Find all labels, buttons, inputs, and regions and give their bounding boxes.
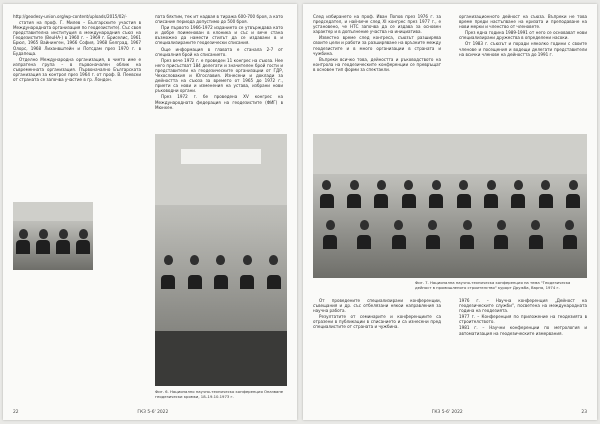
photo-backdrop (13, 202, 93, 221)
paragraph: През вече 1972 г. е проведен 11 конгрес на съюза. Нее него присъстват 184 делегати и значителен брой гости и представители на геодезическите организации от ГДР, Чехословакия и Югославия. Изнесени и доклади за дейността на съюза за времето от 1965 до 1972 г., приети са нови и изменения на устава, избрани нови ръководни органи. (155, 57, 283, 94)
paragraph: През една година 1989-1991 от него се основават нови специализирани дружества в определени насоки. (459, 30, 587, 41)
photo-presidium-table (155, 331, 287, 386)
photo-people-row (13, 229, 93, 239)
figure-caption: Фиг. 6. Национално научно-техническо конференция Опазване геодезически кромки, 18–19.10.1973 г. (155, 389, 284, 399)
photo-people-row (155, 255, 287, 265)
photo-conference-audience (313, 134, 587, 278)
paragraph: организационното дейност на съюза. Въпреки не това време преди настъпване на кризата и преподаване на нови мерки и членство от членовете. (459, 14, 587, 30)
right-page-column-1 (313, 14, 441, 134)
photo-conference-delegates (13, 202, 93, 270)
journal-issue: ГКЗ 5-6' 2022 (137, 410, 169, 415)
right-page-column-2 (459, 14, 587, 134)
paragraph: През 1972 г. бе проведена XV конгрес на Международната федерация на геодезистите (ФИГ) в Мюнхен. (155, 94, 283, 110)
figure-caption: Фиг. 7. Национална научно-техническа конференция на тема "Геодезическа дейност в промишленото строителство" курорт Дружба, Варна, 1974 г. (415, 280, 571, 290)
paragraph: Въпреки всичко това, дейността и ръководството на контрола на геодезическите конференции се превръщат в основен тип форми за спектакли. (313, 56, 441, 72)
photo-people-row (313, 180, 587, 190)
paragraph: От 1983 г. съюзът и поради няколко години с своите членове и посещения и водещи делегати представители на всички членове на дейността до 1991 г. (459, 41, 587, 57)
photo-backdrop (155, 134, 287, 205)
photo-people-row (155, 275, 287, 289)
paragraph: При първото 1966-1972 изданието се утвърждава като и добре поименован в клоника и със и вече стана възможно да намести стилът да се издавани в и специализираните геодезически списания. (155, 25, 283, 46)
journal-issue: ГКЗ 5-6' 2022 (431, 410, 463, 415)
photo-people-row (313, 235, 587, 249)
photo-people-row (313, 194, 587, 208)
page-number: 23 (581, 410, 587, 415)
page-number: 22 (13, 410, 19, 415)
right-page-lower-column-1 (313, 298, 441, 402)
paragraph: Отделно Международна организация, в чието име е изпратена група – в първоначален облик на съвременната организация. Първоначално Българската организация за контрол през 1964 г. от проф. В. Пеевски от страната се започва участие в гр. Лондон. (13, 56, 141, 83)
page-footer (13, 410, 287, 415)
paragraph: Още информация в главата е станала 2-7 от специалния брой на списанието. (155, 46, 283, 57)
right-page (303, 4, 597, 420)
paragraph: статия на проф. Г. Милев – Българските участия в Международната организация по геодезистите). Със своя представителна институция в международния съюз на Геодезистите (BeuHA-) в 1960 г. – 1969 г. Бриселис, 1961 Брюл, 1965 Вайнинген, 1966 София, 1968 Белград, 1967 Олорс, 1968 Лиханвштейн и Потсдам през 1970 г. в Будапеща. (13, 20, 141, 56)
left-page (3, 4, 297, 420)
paragraph: Резултатите от семинарите и конференциите са отразени в публикации в списанието и са изнесени пред специалистите от страната и чужбина. (313, 314, 441, 330)
paragraph: 1976 г. – Научна конференция „Дейност на геодезическите служби“, посветена на международната година на геодезията. (459, 298, 587, 314)
paragraph: След избирането на проф. Иван Попов през 1976 г. за председател, и най-вече след XI конгрес през 1977 г., е установено, че НТС започва да се издава за основен характер и в допълнение участва на инициатива. (313, 14, 441, 35)
photo-people-row (313, 220, 587, 230)
photo-people-row (13, 240, 93, 254)
paragraph: пата бяхтим, тек ит надвая в тиража 600-700 броя, а като списание периода допустимо до 500 броя. (155, 14, 283, 25)
paragraph: http://geodesy-union.org/wp-content/uploads/2015/02/- (13, 14, 127, 19)
right-page-lower-column-2 (459, 298, 587, 402)
paragraph: Известно време след конгреса, съюзът разширява своите цели и работи за разширяване на връзките между геодезистите и в много организации в страната и чужбина. (313, 35, 441, 56)
paragraph: 1977 г. – Конференция по приложение на геодезията в строителството. (459, 314, 587, 325)
photo-banner (181, 149, 260, 164)
paragraph: 1981 г. – Научни конференции по метрология и автоматизация на геодезическите измервания. (459, 325, 587, 336)
paragraph: От проведените специализирани конференции, съвещания и др. със отбелязани някои направления за научна работа. (313, 298, 441, 314)
left-page-column-2 (155, 14, 283, 134)
photo-backdrop (313, 134, 587, 174)
page-footer (313, 410, 587, 415)
photo-conference-presidium (155, 134, 287, 386)
